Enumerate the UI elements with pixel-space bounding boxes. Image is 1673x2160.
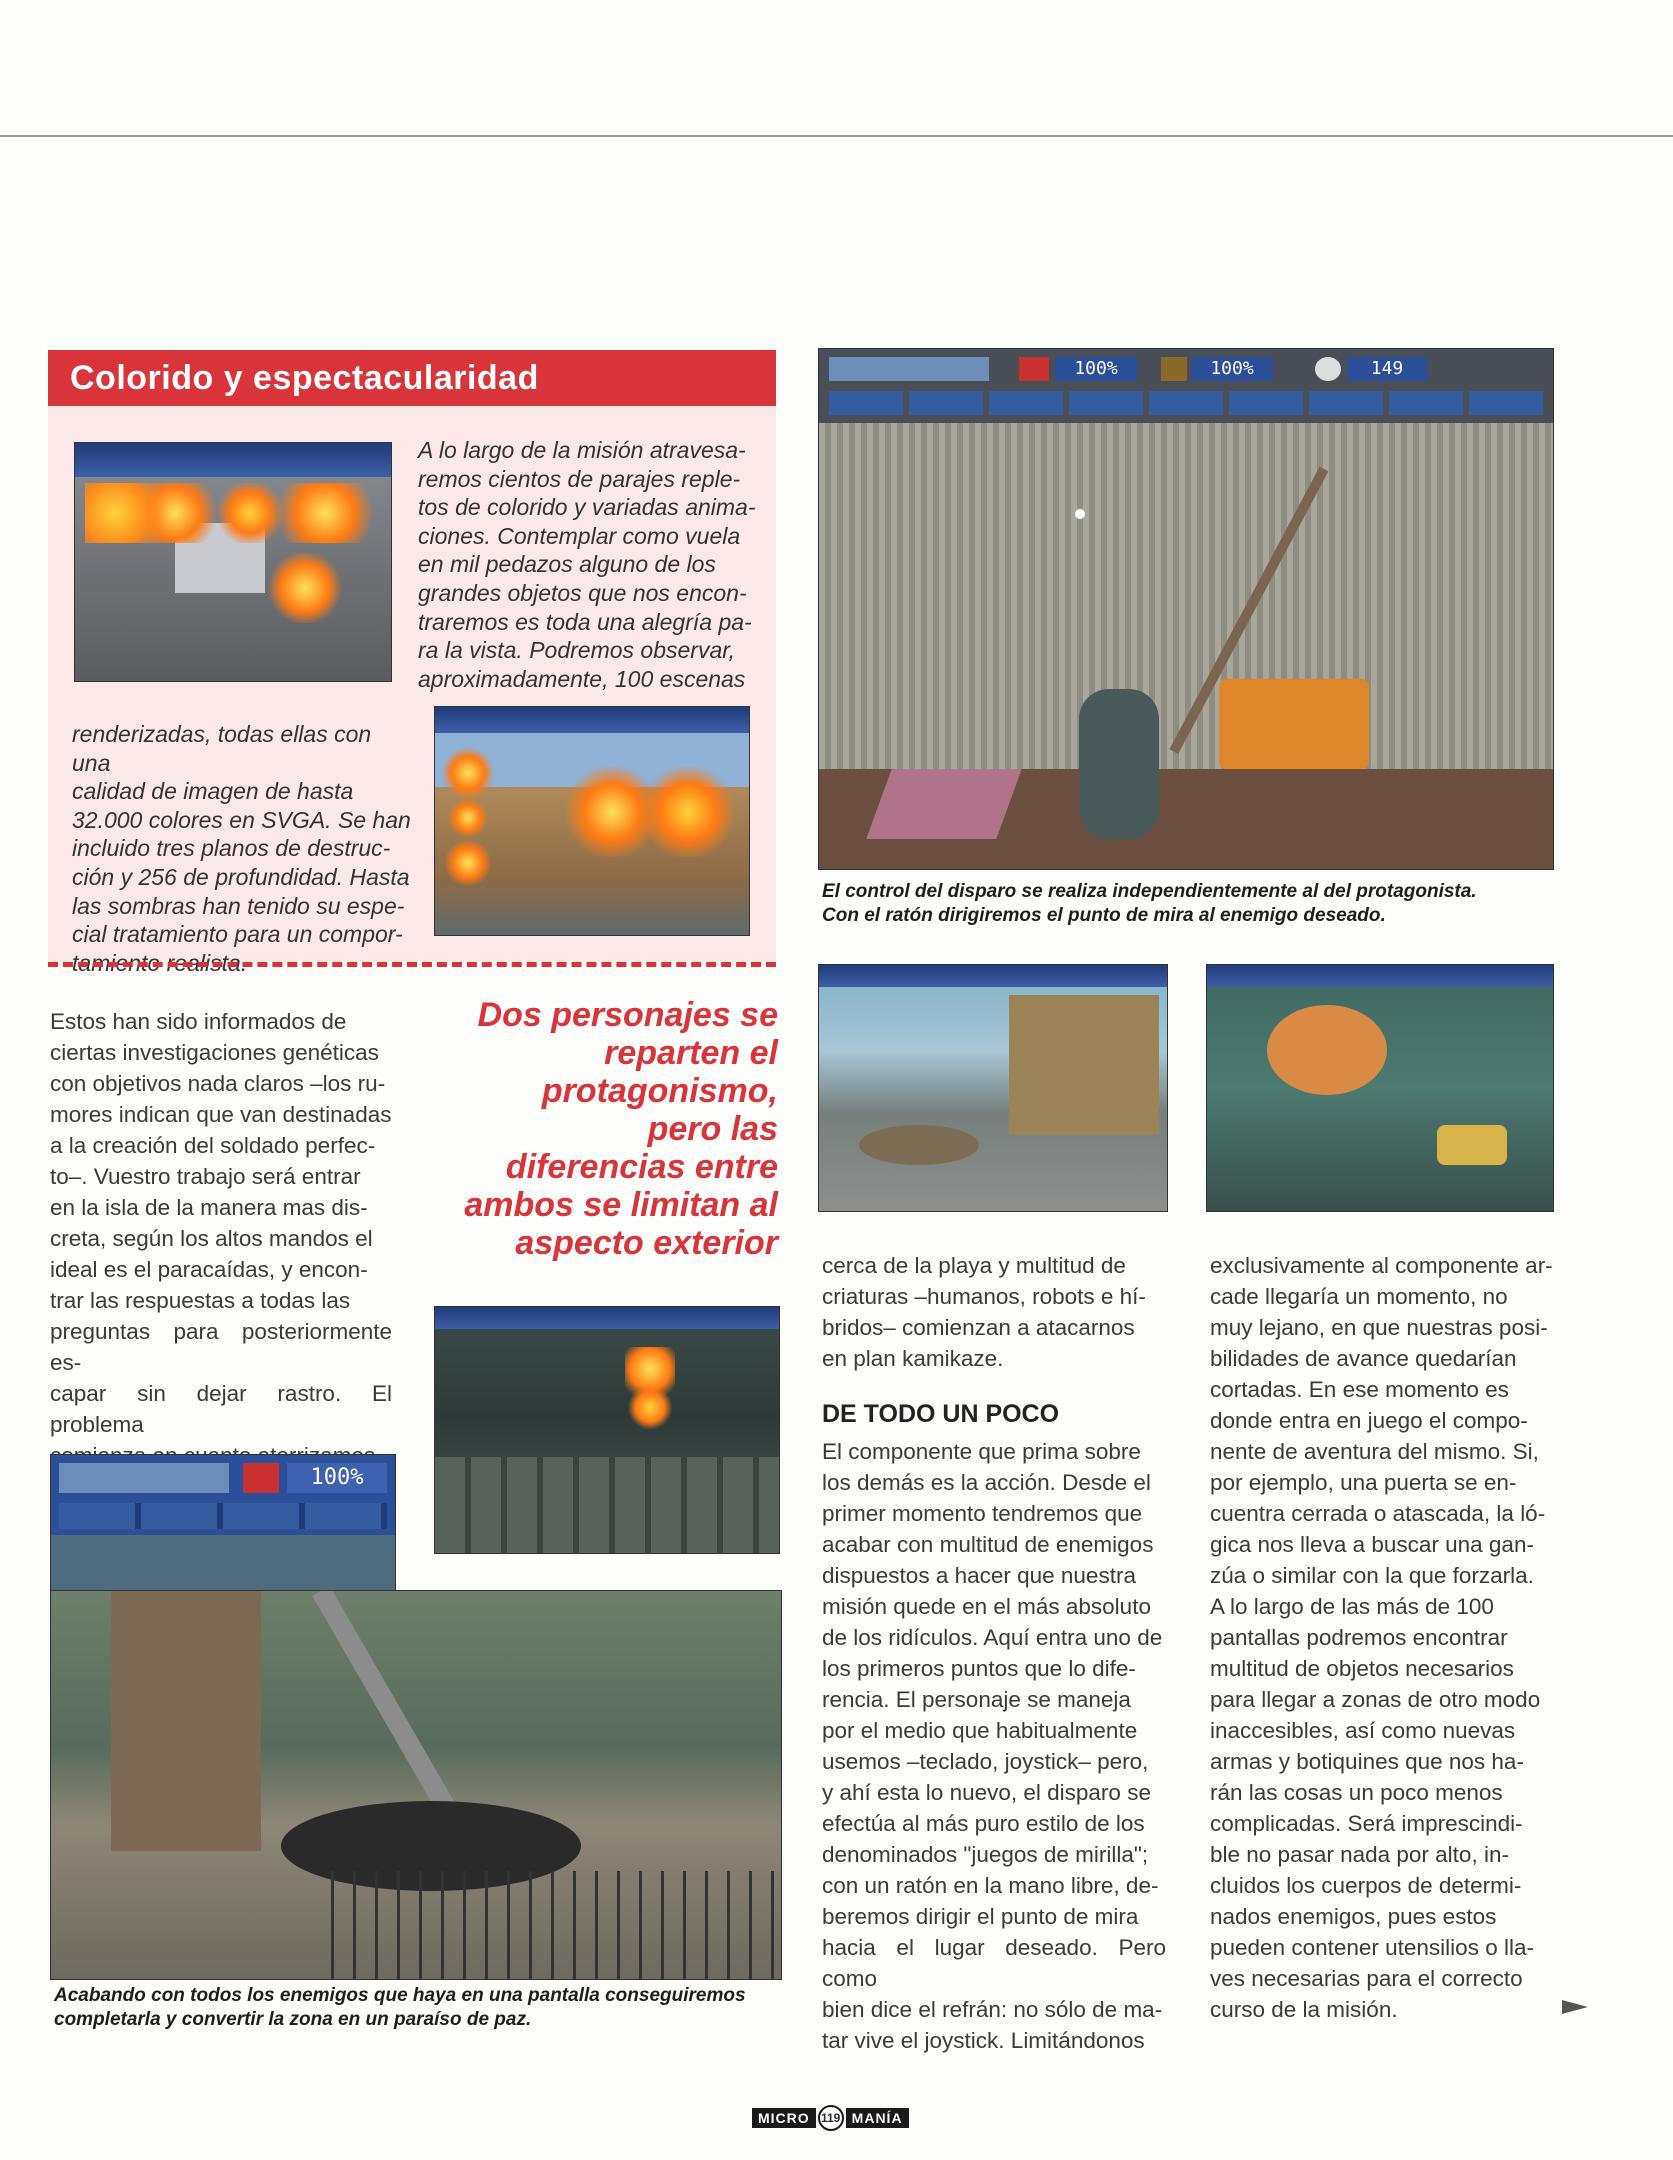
sidebar-text-bottom xyxy=(72,720,412,977)
sidebar-line: ra la vista. Podremos observar, xyxy=(418,637,736,664)
explosion-image xyxy=(265,553,345,623)
body-line: cuentra cerrada o atascada, la ló- xyxy=(1210,1501,1546,1526)
hud-portraits xyxy=(59,1463,229,1493)
body-line: denominados "juegos de mirilla"; xyxy=(822,1842,1149,1867)
logo-word-left: MICRO xyxy=(752,2108,816,2128)
mattress-image xyxy=(866,769,1021,839)
caption-line: El control del disparo se realiza independientemente al del protagonista. xyxy=(822,881,1477,902)
body-line: rencia. El personaje se maneja xyxy=(822,1687,1131,1712)
body-line: hacia el lugar deseado. Pero como xyxy=(822,1935,1166,1991)
sidebar-line: incluido tres planos de destruc- xyxy=(72,835,391,862)
pull-quote-line: protagonismo, xyxy=(541,1072,778,1110)
caption-line: Con el ratón dirigiremos el punto de mira al enemigo deseado. xyxy=(822,905,1386,926)
body-line: cluidos los cuerpos de determi- xyxy=(1210,1873,1522,1898)
skull-icon xyxy=(1315,357,1341,381)
sidebar-line: ción y 256 de profundidad. Hasta xyxy=(72,863,410,890)
screenshot-industrial-complex-scene xyxy=(50,1590,782,1980)
body-line: muy lejano, en que nuestras posi- xyxy=(1210,1315,1548,1340)
hud-armor: 100% xyxy=(1191,357,1273,381)
game-hud xyxy=(51,1455,395,1535)
caption-line: Acabando con todos los enemigos que haya en una pantalla conseguiremos xyxy=(54,1985,746,2006)
body-line: pantallas podremos encontrar xyxy=(1210,1625,1508,1650)
body-line: por el medio que habitualmente xyxy=(822,1718,1138,1743)
body-line: creta, según los altos mandos el xyxy=(50,1226,373,1251)
screenshot-outdoor-base xyxy=(818,964,1168,1212)
section-heading-text: DE TODO UN POCO xyxy=(822,1400,1060,1428)
section-heading xyxy=(822,1400,1166,1429)
sidebar-line: ciones. Contemplar como vuela xyxy=(418,522,741,549)
pull-quote-line: diferencias entre xyxy=(505,1148,778,1186)
body-line: a la creación del soldado perfec- xyxy=(50,1133,376,1158)
sidebar-line: renderizadas, todas ellas con una xyxy=(72,721,372,776)
body-line: ciertas investigaciones genéticas xyxy=(50,1040,379,1065)
railing-image xyxy=(331,1871,781,1979)
body-line: to–. Vuestro trabajo será entrar xyxy=(50,1164,361,1189)
body-line: con un ratón en la mano libre, de- xyxy=(822,1873,1159,1898)
sidebar-line: en mil pedazos alguno de los xyxy=(418,551,716,578)
lamp-image xyxy=(1075,509,1085,519)
sidebar-line: 32.000 colores en SVGA. Se han xyxy=(72,806,411,833)
pull-quote xyxy=(420,996,778,1262)
body-line: zúa o similar con la que forzarla. xyxy=(1210,1563,1534,1588)
screenshot-warehouse xyxy=(818,348,1554,870)
body-line: efectúa al más puro estilo de los xyxy=(822,1811,1145,1836)
body-line: El componente que prima sobre xyxy=(822,1439,1141,1464)
explosions-image xyxy=(555,767,745,857)
top-caption xyxy=(822,880,1562,928)
orange-sofa-image xyxy=(1219,679,1369,769)
hud-score: 149 xyxy=(1347,357,1427,381)
sidebar-text-top xyxy=(418,436,758,693)
sidebar-line: grandes objetos que nos encon- xyxy=(418,579,747,606)
body-line: ble no pasar nada por alto, in- xyxy=(1210,1842,1509,1867)
screenshot-harbor-explosions xyxy=(434,706,750,936)
body-line: inaccesibles, así como nuevas xyxy=(1210,1718,1516,1743)
screenshot-industrial-complex xyxy=(50,1454,396,1594)
pull-quote-line: aspecto exterior xyxy=(515,1224,778,1262)
body-line: capar sin dejar rastro. El problema xyxy=(50,1381,392,1437)
sandbags-image xyxy=(859,1125,979,1165)
body-line: armas y botiquines que nos ha- xyxy=(1210,1749,1524,1774)
hud-portraits xyxy=(829,357,989,381)
magazine-logo xyxy=(752,2106,909,2130)
body-line: nados enemigos, pues estos xyxy=(1210,1904,1497,1929)
sidebar-line: traremos es toda una alegría pa- xyxy=(418,608,752,635)
bottom-caption xyxy=(54,1984,794,2032)
body-line: los primeros puntos que lo dife- xyxy=(822,1656,1136,1681)
game-hud xyxy=(1207,965,1553,987)
body-line: para llegar a zonas de otro modo xyxy=(1210,1687,1541,1712)
weapon-slots xyxy=(829,391,1543,415)
sidebar-dashed-border xyxy=(48,962,776,967)
pull-quote-line: reparten el xyxy=(604,1034,778,1072)
body-line: exclusivamente al componente ar- xyxy=(1210,1253,1553,1278)
rails-image xyxy=(435,1457,779,1553)
medkit-icon xyxy=(1019,357,1049,381)
body-line: misión quede en el más absoluto xyxy=(822,1594,1151,1619)
crane-image xyxy=(312,1590,459,1821)
body-line: tar vive el joystick. Limitándonos xyxy=(822,2028,1145,2053)
body-line: y ahí esta lo nuevo, el disparo se xyxy=(822,1780,1151,1805)
tower-image xyxy=(111,1591,261,1851)
body-line: ideal es el paracaídas, y encon- xyxy=(50,1257,368,1282)
game-hud xyxy=(819,349,1553,423)
body-line: bien dice el refrán: no sólo de ma- xyxy=(822,1997,1163,2022)
sidebar-line: calidad de imagen de hasta xyxy=(72,778,354,805)
sidebar-line: tos de colorido y variadas anima- xyxy=(418,494,756,521)
body-line: los demás es la acción. Desde el xyxy=(822,1470,1151,1495)
body-line: complicadas. Será imprescindi- xyxy=(1210,1811,1523,1836)
sidebar-line: aproximadamente, 100 escenas xyxy=(418,665,746,692)
protagonist-image xyxy=(1079,689,1159,839)
body-line: nente de aventura del mismo. Si, xyxy=(1210,1439,1539,1464)
sidebar-line: las sombras han tenido su espe- xyxy=(72,892,405,919)
pull-quote-line: Dos personajes se xyxy=(477,996,778,1034)
column-4 xyxy=(1210,1250,1554,2025)
body-line: primer momento tendremos que xyxy=(822,1501,1143,1526)
game-hud xyxy=(435,1307,779,1329)
body-line: Estos han sido informados de xyxy=(50,1009,347,1034)
body-line: de los ridículos. Aquí entra uno de xyxy=(822,1625,1163,1650)
body-line: criaturas –humanos, robots e hí- xyxy=(822,1284,1146,1309)
body-line: cerca de la playa y multitud de xyxy=(822,1253,1126,1278)
body-line: con objetivos nada claros –los ru- xyxy=(50,1071,386,1096)
pull-quote-line: pero las xyxy=(647,1110,778,1148)
body-line: rán las cosas un poco menos xyxy=(1210,1780,1503,1805)
game-hud xyxy=(819,965,1167,987)
sidebar-line: tamiento realista. xyxy=(72,949,248,976)
column-1 xyxy=(50,1006,392,1471)
page-number: 119 xyxy=(818,2105,844,2131)
armor-icon xyxy=(1161,357,1187,381)
body-line: usemos –teclado, joystick– pero, xyxy=(822,1749,1149,1774)
hud-health: 100% xyxy=(1055,357,1137,381)
body-line: mores indican que van destinadas xyxy=(50,1102,392,1127)
game-hud xyxy=(75,443,391,477)
body-line: trar las respuestas a todas las xyxy=(50,1288,351,1313)
caption-line: completarla y convertir la zona en un paraíso de paz. xyxy=(54,2009,532,2030)
body-line: dispuestos a hacer que nuestra xyxy=(822,1563,1136,1588)
body-line: cade llegaría un momento, no xyxy=(1210,1284,1508,1309)
explosions-image xyxy=(435,737,545,917)
screenshot-explosions-city xyxy=(74,442,392,682)
top-rule xyxy=(0,135,1673,137)
sidebar-line: remos cientos de parajes reple- xyxy=(418,465,741,492)
column-3 xyxy=(822,1436,1166,2056)
body-line: preguntas para posteriormente es- xyxy=(50,1319,392,1375)
body-line: beremos dirigir el punto de mira xyxy=(822,1904,1139,1929)
body-line: pueden contener utensilios o lla- xyxy=(1210,1935,1534,1960)
medkit-icon xyxy=(243,1463,279,1493)
explosions-image xyxy=(85,483,385,543)
sidebar-title: Colorido y espectacularidad xyxy=(48,350,776,406)
screenshot-hangar-vehicle xyxy=(1206,964,1554,1212)
hud-health: 100% xyxy=(287,1463,387,1493)
sidebar-line: cial tratamiento para un compor- xyxy=(72,921,403,948)
body-line: bilidades de avance quedarían xyxy=(1210,1346,1517,1371)
body-line: ves necesarias para el correcto xyxy=(1210,1966,1523,1991)
body-line: donde entra en juego el compo- xyxy=(1210,1408,1528,1433)
game-hud xyxy=(435,707,749,733)
sidebar-line: A lo largo de la misión atravesa- xyxy=(418,437,746,463)
body-line: por ejemplo, una puerta se en- xyxy=(1210,1470,1517,1495)
screenshot-hangar-explosion xyxy=(434,1306,780,1554)
pull-quote-line: ambos se limitan al xyxy=(464,1186,778,1224)
building-image xyxy=(1009,995,1159,1135)
column-3-intro xyxy=(822,1250,1166,1374)
body-line: en la isla de la manera mas dis- xyxy=(50,1195,368,1220)
weapon-slots xyxy=(59,1503,387,1529)
vehicle-image xyxy=(1267,1005,1387,1095)
body-line: bridos– comienzan a atacarnos xyxy=(822,1315,1135,1340)
explosion-image xyxy=(625,1347,675,1457)
logo-word-right: MANÍA xyxy=(846,2108,909,2128)
body-line: acabar con multitud de enemigos xyxy=(822,1532,1154,1557)
body-line: cortadas. En ese momento es xyxy=(1210,1377,1509,1402)
body-line: A lo largo de las más de 100 xyxy=(1210,1594,1494,1619)
body-line: en plan kamikaze. xyxy=(822,1346,1004,1371)
body-line: multitud de objetos necesarios xyxy=(1210,1656,1514,1681)
body-line: curso de la misión. xyxy=(1210,1997,1398,2022)
body-line: gica nos lleva a buscar una gan- xyxy=(1210,1532,1534,1557)
continue-arrow-icon xyxy=(1562,2000,1588,2014)
yellow-car-image xyxy=(1437,1125,1507,1165)
